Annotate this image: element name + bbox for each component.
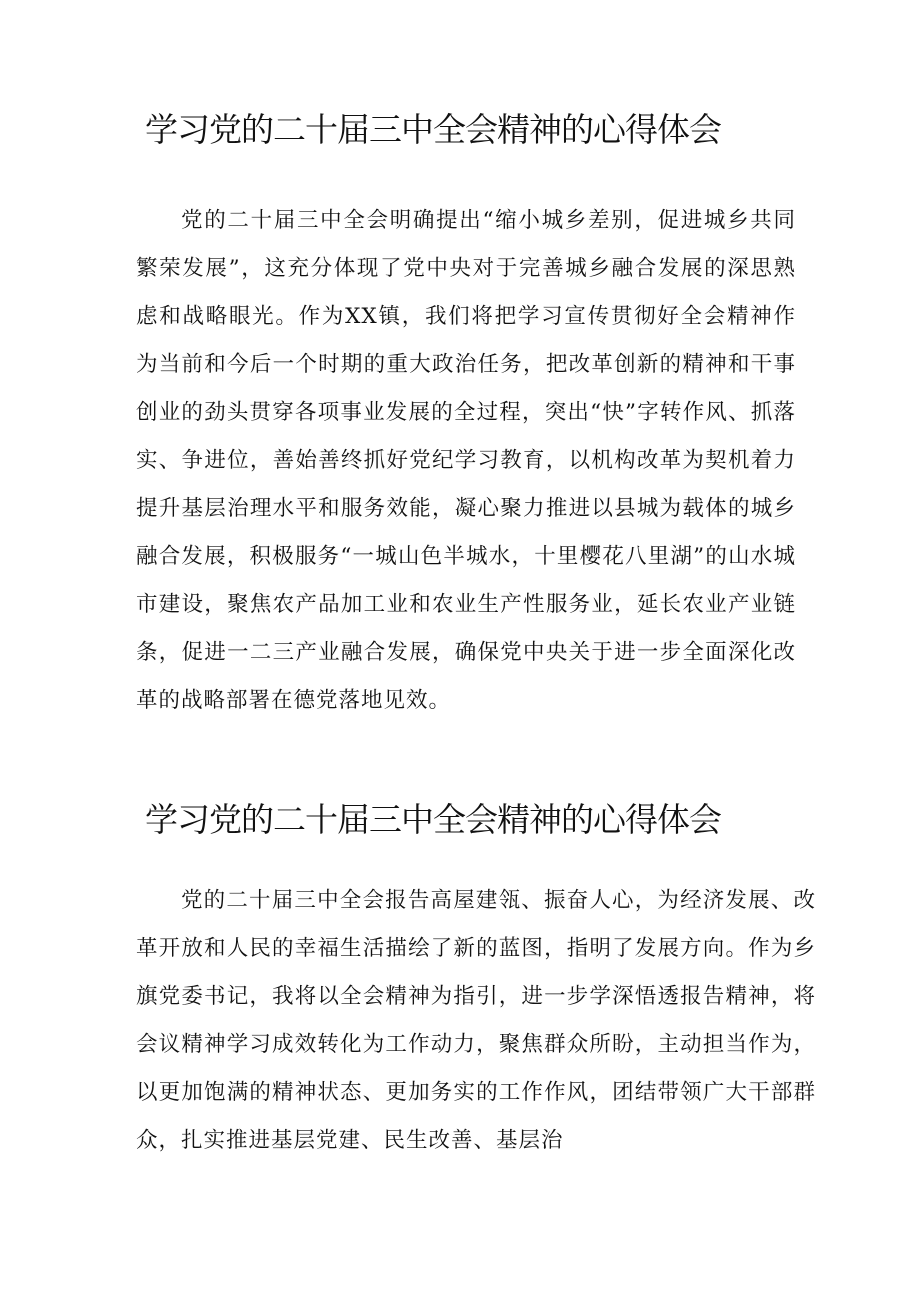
article-paragraph: 党的二十届三中全会明确提出“缩小城乡差别，促进城乡共同繁荣发展”，这充分体现了党中央对于完善城乡融合发展的深思熟虑和战略眼光。作为XX镇，我们将把学习宣传贯彻好全会精神作为当前和今后一个时期的重大政治任务，把改革创新的精神和干事创业的劲头贯穿各项事业发展的全过程，突出“快”字转作风、抓落实、争进位，善始善终抓好党纪学习教育，以机构改革为契机着力提升基层治理水平和服务效能，凝心聚力推进以县城为载体的城乡融合发展，积极服务“一城山色半城水，十里樱花八里湖”的山水城市建设，聚焦农产品加工业和农业生产性服务业，延长农业产业链条，促进一二三产业融合发展，确保党中央关于进一步全面深化改革的战略部署在德党落地见效。	[136, 208, 796, 713]
article-paragraph: 党的二十届三中全会报告高屋建瓴、振奋人心，为经济发展、改革开放和人民的幸福生活描绘了新的蓝图，指明了发展方向。作为乡旗党委书记，我将以全会精神为指引，进一步学深悟透报告精神，将会议精神学习成效转化为工作动力，聚焦群众所盼，主动担当作为，以更加饱满的精神状态、更加务实的工作作风，团结带领广大干部群众，扎实推进基层党建、民生改善、基层治	[136, 888, 816, 1153]
article-title: 学习党的二十届三中全会精神的心得体会	[145, 800, 721, 839]
article-title: 学习党的二十届三中全会精神的心得体会	[145, 110, 721, 149]
